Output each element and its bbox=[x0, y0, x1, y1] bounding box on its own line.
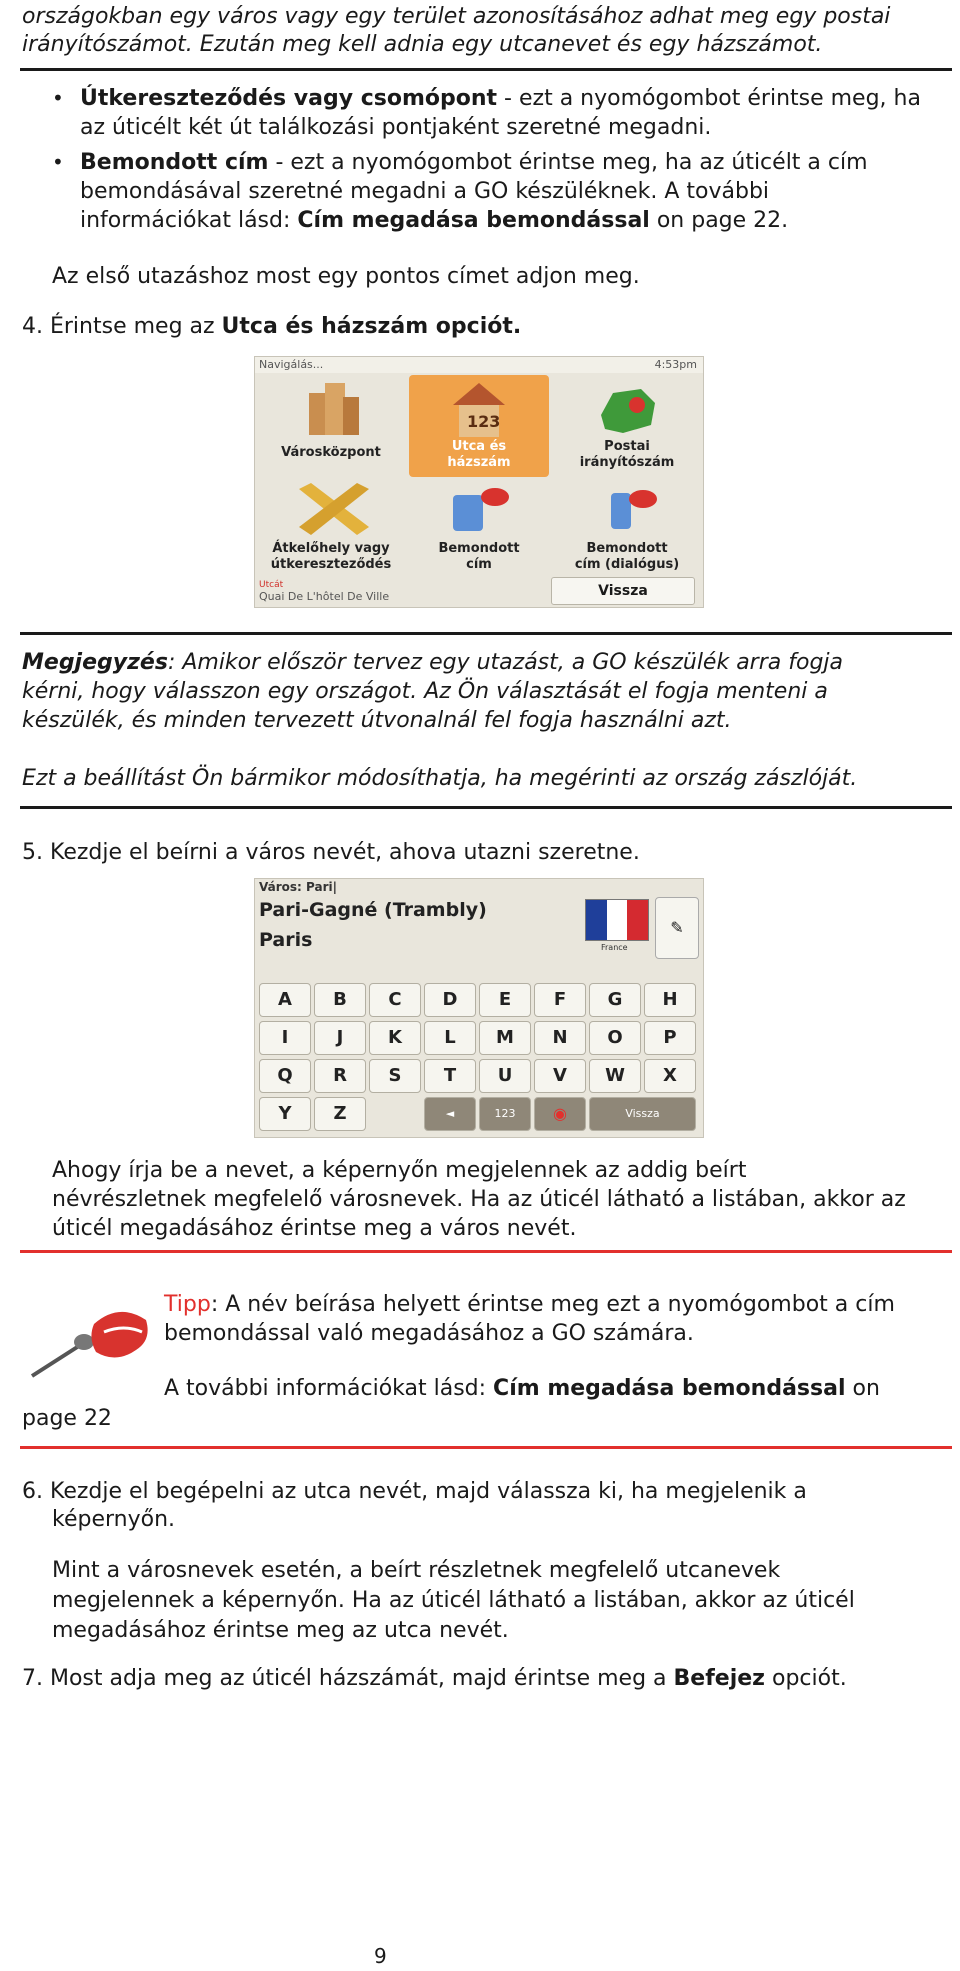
postcode-button[interactable] bbox=[557, 375, 697, 477]
backspace-icon: ◄ bbox=[445, 1107, 455, 1120]
key-h[interactable]: H bbox=[644, 983, 696, 1017]
tip-crossref-link[interactable]: Cím megadása bemondással bbox=[493, 1376, 846, 1401]
step-5: 5. Kezdje el beírni a város nevét, ahova utazni szeretne. bbox=[22, 840, 640, 865]
step-4-text: 4. Érintse meg az bbox=[22, 314, 222, 339]
spoken-dialog-icon bbox=[557, 475, 697, 541]
step-6-line-2: képernyőn. bbox=[52, 1507, 176, 1532]
city-suggestion-1[interactable]: Pari-Gagné (Trambly) bbox=[259, 899, 487, 921]
crossref-link[interactable]: Cím megadása bemondással bbox=[297, 208, 650, 233]
key-o[interactable]: O bbox=[589, 1021, 641, 1055]
step-6-detail-2: megjelennek a képernyőn. Ha az úticél látható a listában, akkor az úticél bbox=[52, 1588, 855, 1613]
street-label-1: Utca és bbox=[451, 439, 507, 454]
bullet-crossroad-text: - ezt a nyomógombot érintse meg, ha bbox=[497, 86, 921, 111]
voice-input-key[interactable] bbox=[534, 1097, 586, 1131]
note-text-1: : Amikor először tervez egy utazást, a GO készülék arra fogja bbox=[167, 650, 844, 675]
key-a[interactable]: A bbox=[259, 983, 311, 1017]
nav-header-title: Navigálás... bbox=[259, 358, 324, 371]
bullet-crossroad bbox=[80, 84, 950, 142]
key-e[interactable]: E bbox=[479, 983, 531, 1017]
spoken-address-icon bbox=[409, 475, 549, 541]
bullet-crossroad-title: Útkereszteződés vagy csomópont bbox=[80, 86, 498, 111]
key-v[interactable]: V bbox=[534, 1059, 586, 1093]
step-6-detail bbox=[52, 1556, 952, 1646]
keyboard-back-button[interactable]: Vissza bbox=[589, 1097, 696, 1131]
step-6-detail-3: megadásához érintse meg az utca nevét. bbox=[52, 1618, 509, 1643]
bullet-dot: • bbox=[52, 150, 64, 174]
step-6-detail-1: Mint a városnevek esetén, a beírt részletnek megfelelő utcanevek bbox=[52, 1558, 781, 1583]
postcode-label-1: Postai bbox=[604, 439, 650, 454]
crossroad-icon bbox=[261, 475, 401, 541]
key-k[interactable]: K bbox=[369, 1021, 421, 1055]
bullet-spoken-address bbox=[80, 148, 950, 235]
svg-text:123: 123 bbox=[467, 412, 501, 431]
city-suggestion-2[interactable]: Paris bbox=[259, 929, 313, 951]
backspace-key[interactable] bbox=[424, 1097, 476, 1131]
nav-back-button[interactable]: Vissza bbox=[551, 577, 695, 605]
tip-line-1: : A név beírása helyett érintse meg ezt a nyomógombot a cím bbox=[210, 1292, 895, 1317]
city-input-caption: Város: Pari| bbox=[259, 880, 337, 894]
step-7 bbox=[22, 1664, 847, 1693]
flag-stripe-red bbox=[627, 900, 648, 940]
key-b[interactable]: B bbox=[314, 983, 366, 1017]
note-text-3: készülék, és minden tervezett útvonalnál fel fogja használni azt. bbox=[22, 708, 732, 733]
spoken-dialog-label-2: cím (dialógus) bbox=[574, 557, 680, 572]
first-trip-text: Az első utazáshoz most egy pontos címet adjon meg. bbox=[52, 264, 640, 289]
key-j[interactable]: J bbox=[314, 1021, 366, 1055]
key-m[interactable]: M bbox=[479, 1021, 531, 1055]
key-g[interactable]: G bbox=[589, 983, 641, 1017]
tip-page-ref: page 22 bbox=[22, 1406, 112, 1431]
city-buildings-icon bbox=[261, 375, 401, 441]
note-bottom-rule bbox=[20, 806, 952, 809]
lips-icon: ◉ bbox=[553, 1104, 567, 1123]
key-z[interactable]: Z bbox=[314, 1097, 366, 1131]
step-4 bbox=[22, 312, 521, 341]
note-label: Megjegyzés bbox=[22, 650, 168, 675]
crossroad-button[interactable] bbox=[261, 475, 401, 577]
bullet-spoken-text-3: információkat lásd: bbox=[80, 208, 298, 233]
key-p[interactable]: P bbox=[644, 1021, 696, 1055]
note-block bbox=[22, 648, 952, 735]
tip-top-rule bbox=[20, 1250, 952, 1253]
tip-line-3-on: on bbox=[845, 1376, 880, 1401]
crossroad-label-2: útkereszteződés bbox=[270, 557, 392, 572]
key-f[interactable]: F bbox=[534, 983, 586, 1017]
tip-line-3-text: A további információkat lásd: bbox=[164, 1376, 494, 1401]
flag-label: France bbox=[601, 943, 628, 952]
nav-footer bbox=[255, 579, 485, 605]
key-q[interactable]: Q bbox=[259, 1059, 311, 1093]
bullet-spoken-page-ref: on page 22. bbox=[649, 208, 789, 233]
tip-label: Tipp bbox=[164, 1292, 211, 1317]
spoken-label-1: Bemondott bbox=[438, 541, 520, 556]
nav-header-clock: 4:53pm bbox=[654, 358, 697, 371]
intro-line-1: országokban egy város vagy egy terület azonosításához adhat meg egy postai bbox=[22, 4, 891, 29]
postcode-label-2: irányítószám bbox=[579, 455, 675, 470]
step-6 bbox=[22, 1478, 952, 1534]
city-centre-button[interactable] bbox=[261, 375, 401, 477]
bullet-crossroad-text-2: az úticélt két út találkozási pontjaként szeretné megadni. bbox=[80, 115, 712, 140]
lips-microphone-icon bbox=[24, 1294, 154, 1384]
house-number-icon bbox=[409, 375, 549, 441]
step-4-option: Utca és házszám opciót. bbox=[221, 314, 522, 339]
key-r[interactable]: R bbox=[314, 1059, 366, 1093]
after-keyboard-line-3: úticél megadásához érintse meg a város nevét. bbox=[52, 1216, 577, 1241]
key-i[interactable]: I bbox=[259, 1021, 311, 1055]
bullet-spoken-title: Bemondott cím bbox=[80, 150, 269, 175]
bullet-dot: • bbox=[52, 86, 64, 110]
key-l[interactable]: L bbox=[424, 1021, 476, 1055]
key-x[interactable]: X bbox=[644, 1059, 696, 1093]
city-centre-label: Városközpont bbox=[281, 445, 381, 460]
key-n[interactable]: N bbox=[534, 1021, 586, 1055]
bullet-spoken-text-2: bemondásával szeretné megadni a GO készüléknek. A további bbox=[80, 179, 770, 204]
street-label-2: házszám bbox=[447, 455, 511, 470]
spoken-address-button[interactable] bbox=[409, 475, 549, 577]
country-flag-button[interactable] bbox=[585, 899, 649, 941]
tip-text bbox=[164, 1290, 954, 1348]
numeric-key[interactable]: 123 bbox=[479, 1097, 531, 1131]
page-number: 9 bbox=[374, 1944, 387, 1968]
street-and-number-button[interactable] bbox=[409, 375, 549, 477]
step-7-text: 7. Most adja meg az úticél házszámát, majd érintse meg a bbox=[22, 1666, 674, 1691]
note-text-4: Ezt a beállítást Ön bármikor módosíthatja, ha megérinti az ország zászlóját. bbox=[22, 766, 858, 791]
tip-line-2: bemondással való megadásához a GO számára. bbox=[164, 1321, 694, 1346]
intro-line-2: irányítószámot. Ezután meg kell adnia egy utcanevet és egy házszámot. bbox=[22, 32, 823, 57]
bullet-spoken-text: - ezt a nyomógombot érintse meg, ha az úticélt a cím bbox=[268, 150, 868, 175]
edit-icon[interactable]: ✎ bbox=[655, 897, 699, 959]
flag-stripe-blue bbox=[586, 900, 607, 940]
key-y[interactable]: Y bbox=[259, 1097, 311, 1131]
key-t[interactable]: T bbox=[424, 1059, 476, 1093]
navigation-screenshot bbox=[254, 356, 704, 608]
after-keyboard-line-1: Ahogy írja be a nevet, a képernyőn megjelennek az addig beírt bbox=[52, 1158, 747, 1183]
crossroad-label-1: Átkelőhely vagy bbox=[272, 541, 390, 556]
nav-header bbox=[255, 357, 703, 373]
tip-bottom-rule bbox=[20, 1446, 952, 1449]
nav-footer-street: Quai De L'hôtel De Ville bbox=[259, 590, 390, 603]
note-text-2: kérni, hogy válasszon egy országot. Az Ön választását el fogja menteni a bbox=[22, 679, 828, 704]
step-6-line-1: 6. Kezdje el begépelni az utca nevét, majd válassza ki, ha megjelenik a bbox=[22, 1479, 807, 1504]
postcode-map-icon bbox=[557, 375, 697, 441]
note-top-rule bbox=[20, 632, 952, 635]
spoken-label-2: cím bbox=[466, 557, 492, 572]
key-c[interactable]: C bbox=[369, 983, 421, 1017]
after-keyboard-text bbox=[52, 1156, 952, 1243]
key-u[interactable]: U bbox=[479, 1059, 531, 1093]
step-7-end: opciót. bbox=[764, 1666, 847, 1691]
key-w[interactable]: W bbox=[589, 1059, 641, 1093]
flag-stripe-white bbox=[607, 900, 628, 940]
keyboard-screenshot bbox=[254, 878, 704, 1138]
section-rule bbox=[20, 68, 952, 71]
key-s[interactable]: S bbox=[369, 1059, 421, 1093]
finish-option: Befejez bbox=[673, 1666, 765, 1691]
tip-line-3 bbox=[164, 1374, 880, 1403]
after-keyboard-line-2: névrészletnek megfelelő városnevek. Ha az úticél látható a listában, akkor az bbox=[52, 1187, 906, 1212]
spoken-dialog-label-1: Bemondott bbox=[586, 541, 668, 556]
key-d[interactable]: D bbox=[424, 983, 476, 1017]
nav-footer-caption: Utcát bbox=[259, 580, 284, 590]
spoken-address-dialog-button[interactable] bbox=[557, 475, 697, 577]
